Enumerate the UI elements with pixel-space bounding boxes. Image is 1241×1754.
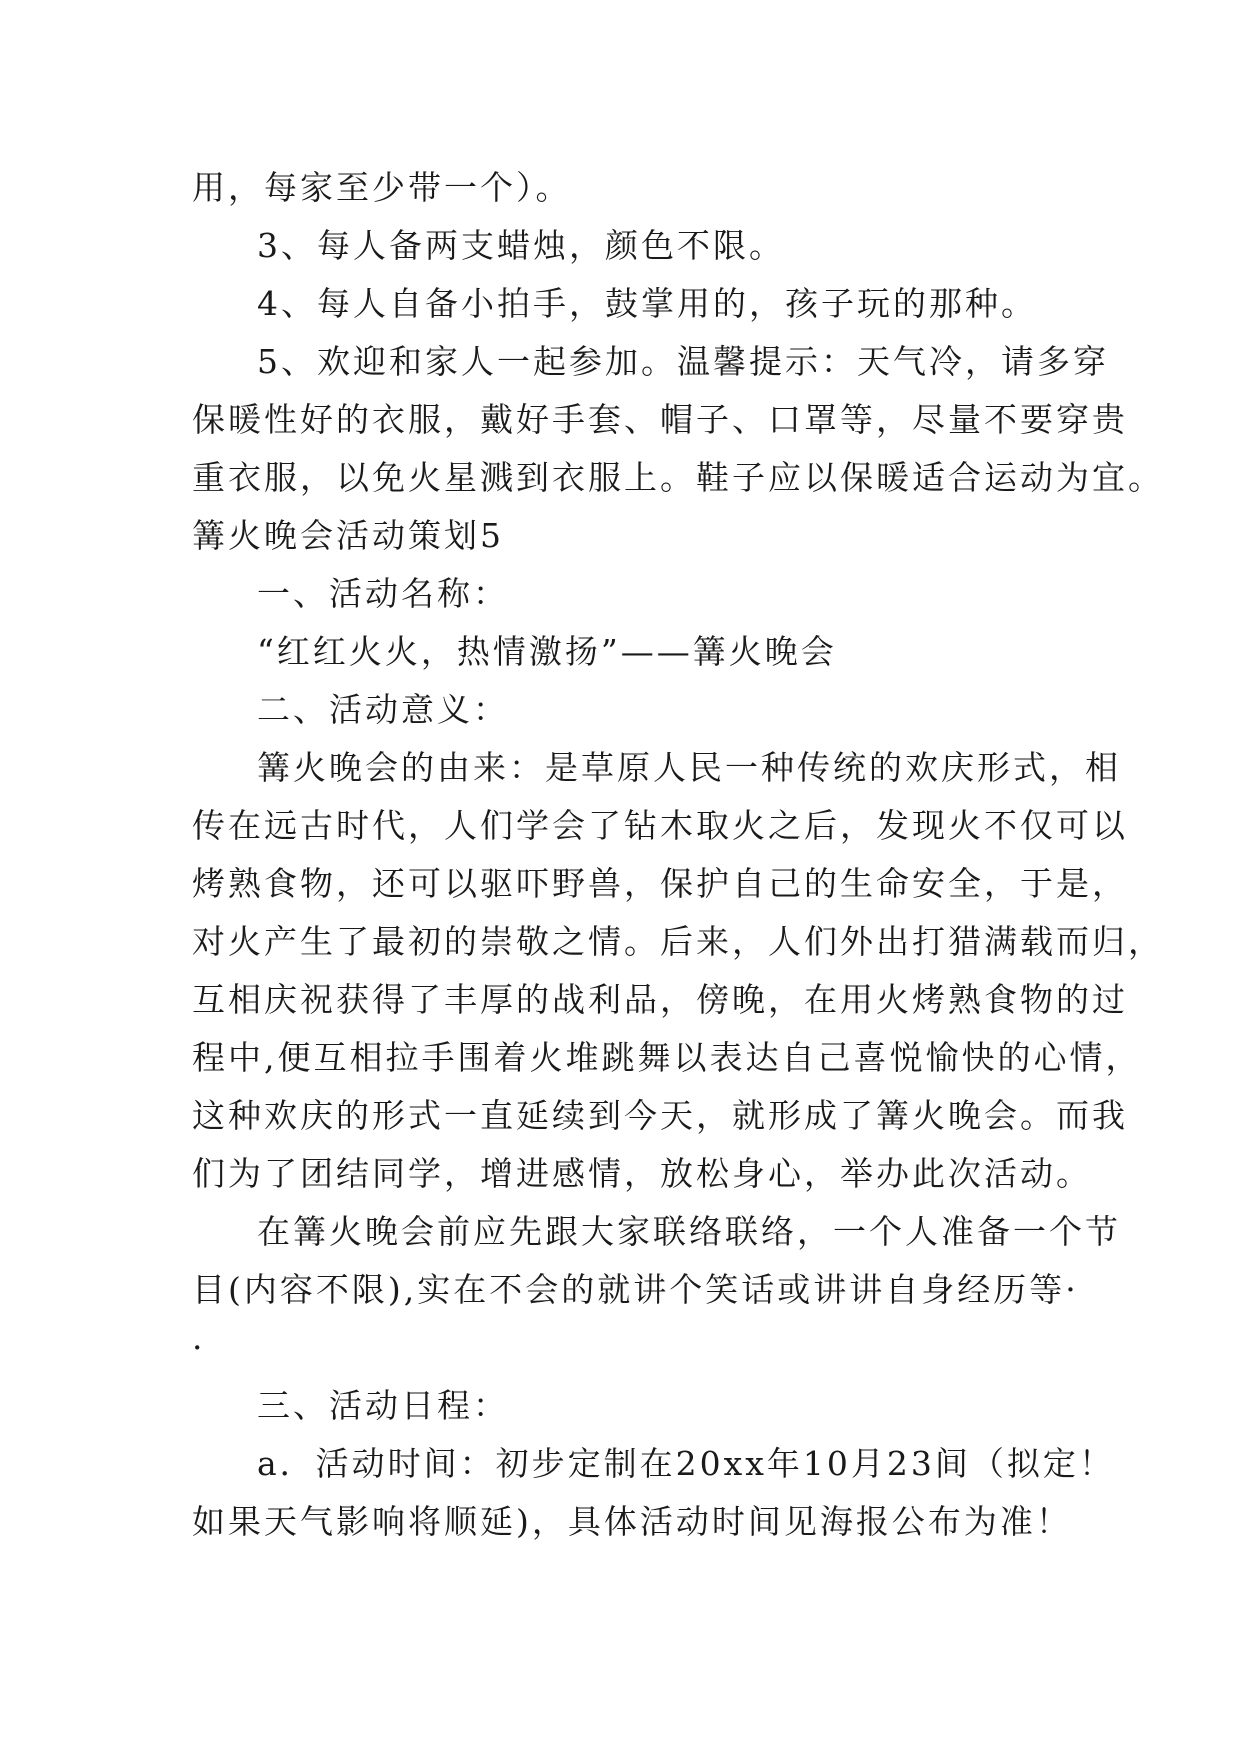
text-line: 这种欢庆的形式一直延续到今天，就形成了篝火晚会。而我 bbox=[192, 1096, 1128, 1135]
section-heading: 篝火晚会活动策划5 bbox=[192, 516, 504, 555]
text-line: a．活动时间：初步定制在20xx年10月23间（拟定！ bbox=[257, 1444, 1115, 1483]
text-line: 们为了团结同学，增进感情，放松身心，举办此次活动。 bbox=[192, 1154, 1092, 1193]
text-line: 三、活动日程： bbox=[257, 1386, 509, 1425]
text-line: 传在远古时代，人们学会了钻木取火之后，发现火不仅可以 bbox=[192, 806, 1128, 845]
text-line: 互相庆祝获得了丰厚的战利品，傍晚，在用火烤熟食物的过 bbox=[192, 980, 1128, 1019]
text-line: 保暖性好的衣服，戴好手套、帽子、口罩等，尽量不要穿贵 bbox=[192, 400, 1128, 439]
text-line: 如果天气影响将顺延)，具体活动时间见海报公布为准！ bbox=[192, 1502, 1072, 1541]
text-line: 重衣服，以免火星溅到衣服上。鞋子应以保暖适合运动为宜。 bbox=[192, 458, 1164, 497]
text-line: 3、每人备两支蜡烛，颜色不限。 bbox=[257, 226, 785, 265]
text-line: 4、每人自备小拍手，鼓掌用的，孩子玩的那种。 bbox=[257, 284, 1037, 323]
text-line: 篝火晚会的由来：是草原人民一种传统的欢庆形式，相 bbox=[257, 748, 1121, 787]
text-line: 一、活动名称： bbox=[257, 574, 509, 613]
text-line: 5、欢迎和家人一起参加。温馨提示：天气冷，请多穿 bbox=[257, 342, 1109, 381]
text-line: · bbox=[192, 1328, 206, 1367]
text-line: 程中,便互相拉手围着火堆跳舞以表达自己喜悦愉快的心情， bbox=[192, 1038, 1142, 1077]
text-line: 二、活动意义： bbox=[257, 690, 509, 729]
text-line: 对火产生了最初的崇敬之情。后来，人们外出打猎满载而归， bbox=[192, 922, 1164, 961]
text-line: 烤熟食物，还可以驱吓野兽，保护自己的生命安全，于是， bbox=[192, 864, 1128, 903]
text-line: “红红火火，热情激扬”——篝火晚会 bbox=[257, 632, 837, 671]
text-line: 目(内容不限),实在不会的就讲个笑话或讲讲自身经历等· bbox=[192, 1270, 1079, 1309]
text-line: 在篝火晚会前应先跟大家联络联络，一个人准备一个节 bbox=[257, 1212, 1121, 1251]
text-line: 用，每家至少带一个）。 bbox=[192, 168, 572, 207]
